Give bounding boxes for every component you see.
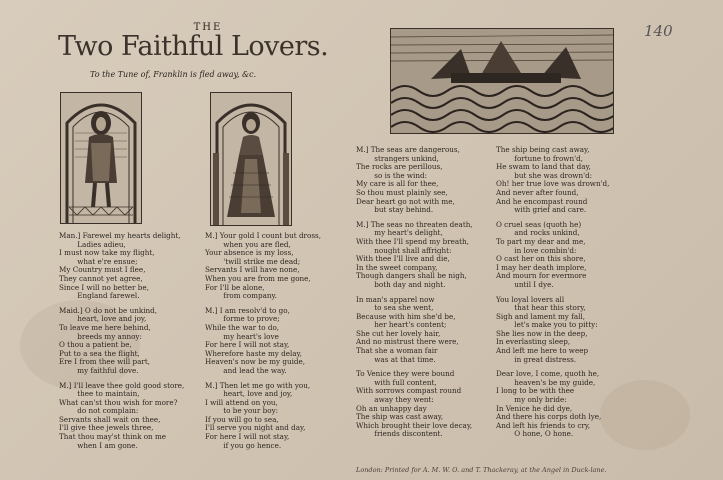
verse-line: M.] I'll leave thee gold good store, [59, 380, 185, 390]
verse-line: was at that time. [356, 354, 436, 364]
verse-line: M.] The seas no threaten death, [356, 219, 473, 229]
title-article: THE [193, 22, 223, 33]
verse-line: breeds my annoy: [59, 331, 142, 341]
verse-column-1 [59, 232, 184, 450]
verse-line: so is the wind: [356, 170, 428, 180]
verse-line: forme to prove; [205, 314, 280, 324]
verse-line: Wherefore haste my delay, [205, 348, 302, 358]
verse-line: Oh an unhappy day [356, 403, 427, 413]
verse-line: The rocks are perillous, [356, 162, 443, 172]
verse-line: with grief and care. [496, 205, 587, 215]
verse-line: Servants I will have none, [205, 265, 300, 275]
verse-line: The ship was cast away, [356, 412, 444, 422]
verse-line: I will attend on you, [205, 397, 278, 407]
verse-line: For here I will not stay, [205, 340, 290, 350]
verse-line: And left me here to weep [496, 346, 589, 356]
verse-line: That she a woman fair [356, 346, 438, 356]
verse-line: O hone, O hone. [496, 429, 574, 439]
lady-woodcut-art [211, 93, 291, 225]
tune-line: To the Tune of, Franklin is fled away, &c. [90, 70, 257, 79]
verse-line: Because with him she'd be, [356, 311, 456, 321]
verse-line: Dear love, I come, quoth he, [496, 369, 600, 379]
verse-line: I'll serve you night and day, [205, 423, 306, 433]
verse-line: M.] I am resolv'd to go, [205, 305, 290, 315]
verse-line: I long to be with thee [496, 386, 575, 396]
verse-line: Since I will no better be, [59, 282, 149, 292]
verse-line: 'twill strike me dead; [205, 256, 301, 266]
verse-line: Which brought their love decay, [356, 420, 473, 430]
verse-line: fortune to frown'd, [496, 153, 583, 163]
verse-line: O thou a patient be, [59, 340, 132, 350]
gentleman-woodcut-art [61, 93, 141, 223]
verse-line: In the sweet company, [356, 262, 438, 272]
verse-line: M.] Your gold I count but dross, [205, 231, 321, 240]
verse-line: strangers unkind, [356, 153, 439, 163]
verse-line: M.] The seas are dangerous, [356, 145, 460, 154]
verse-line: when you are fled, [205, 239, 291, 249]
folio-number: 140 [644, 22, 673, 40]
verse-line: What can'st thou wish for more? [59, 397, 178, 407]
verse-line: And mourn for evermore [496, 271, 587, 281]
verse-line: heaven's be my guide, [496, 377, 596, 387]
verse-line: And there his corps doth lye, [496, 412, 602, 422]
verse-line: from company. [205, 291, 277, 301]
verse-line: In everlasting sleep, [496, 337, 571, 347]
verse-line: O cruel seas (quoth he) [496, 219, 582, 229]
verse-line: That thou may'st think on me [59, 432, 167, 442]
verse-line: So thou must plainly see, [356, 187, 448, 197]
verse-line: Ere I from thee will part, [59, 357, 151, 367]
verse-line: She cut her lovely hair, [356, 328, 441, 338]
verse-line: and lead the way. [205, 365, 287, 375]
verse-line: With thee I'll live and die, [356, 254, 450, 264]
verse-line: what e're ensue; [59, 256, 138, 266]
verse-line: away they went: [356, 395, 434, 405]
verse-line: my only bride: [496, 395, 567, 405]
verse-line: He swam to land that day, [496, 162, 591, 172]
verse-line: For here I will not stay, [205, 432, 290, 442]
verse-column-4 [496, 146, 609, 439]
lady-woodcut [210, 92, 292, 226]
verse-line: In Venice he did dye, [496, 403, 573, 413]
verse-line: And never after found, [496, 187, 579, 197]
verse-line: I'll give thee jewels three, [59, 423, 154, 433]
verse-line: Servants shall wait on thee, [59, 414, 161, 424]
verse-line: thee to maintain, [59, 389, 140, 399]
verse-line: in great distress. [496, 354, 577, 364]
verse-line: England farewel. [59, 291, 140, 301]
ballad-title: Two Faithful Lovers. [58, 31, 329, 62]
verse-line: She lies now in the deep, [496, 328, 588, 338]
verse-line: To Venice they were bound [356, 369, 455, 379]
verse-line: They cannot yet agree, [59, 273, 143, 283]
verse-line: You loyal lovers all [496, 294, 565, 304]
verse-line: let's make you to pitty: [496, 320, 598, 330]
verse-line: and rocks unkind, [496, 228, 580, 238]
verse-column-3 [356, 146, 473, 439]
verse-line: And no mistrust there were, [356, 337, 459, 347]
ship-woodcut [390, 28, 614, 134]
verse-line: I may her death implore, [496, 262, 587, 272]
verse-line: Dear heart go not with me, [356, 196, 455, 206]
verse-line: If you will go to sea, [205, 414, 279, 424]
verse-line: that hear this story, [496, 303, 586, 313]
verse-line: In man's apparel now [356, 294, 435, 304]
verse-line: heart, love and joy, [205, 389, 293, 399]
verse-line: Heaven's now be my guide, [205, 357, 306, 367]
verse-line: For I'll be alone, [205, 282, 265, 292]
verse-line: do not complain: [59, 406, 139, 416]
verse-line: To part my dear and me, [496, 236, 586, 246]
verse-line: nought shall affright: [356, 245, 452, 255]
verse-line: Sigh and lament my fall, [496, 311, 585, 321]
paper-stain [600, 380, 690, 450]
verse-line: And he encompast round [496, 196, 588, 206]
verse-line: until I dye. [496, 279, 554, 289]
verse-line: my heart's love [205, 331, 279, 341]
verse-line: Though dangers shall be nigh, [356, 271, 467, 281]
verse-column-2 [205, 232, 321, 450]
verse-line: in love combin'd: [496, 245, 577, 255]
verse-line: my faithful dove. [59, 365, 139, 375]
verse-line: With thee I'll spend my breath, [356, 236, 469, 246]
verse-line: My Country must I flee, [59, 265, 146, 275]
verse-line: but she was drown'd: [496, 170, 593, 180]
verse-line: when I am gone. [59, 440, 138, 450]
verse-line: Oh! her true love was drown'd, [496, 179, 610, 189]
verse-line: Ladies adieu, [59, 239, 126, 249]
verse-line: My care is all for thee, [356, 179, 439, 189]
verse-line: her heart's content; [356, 320, 447, 330]
verse-line: When you are from me gone, [205, 273, 311, 283]
verse-line: M.] Then let me go with you, [205, 380, 311, 390]
ship-woodcut-art [391, 29, 613, 133]
verse-line: With sorrows compast round [356, 386, 462, 396]
verse-line: The ship being cast away, [496, 145, 590, 154]
verse-line: I must now take my flight, [59, 248, 155, 258]
verse-line: my heart's delight, [356, 228, 443, 238]
verse-line: While the war to do, [205, 322, 280, 332]
verse-line: but stay behind. [356, 205, 434, 215]
verse-line: friends discontent. [356, 429, 443, 439]
verse-line: to be your boy: [205, 406, 279, 416]
verse-line: Your absence is my loss, [205, 248, 294, 258]
verse-line: if you go hence. [205, 440, 282, 450]
verse-line: both day and night. [356, 279, 446, 289]
verse-line: O cast her on this shore, [496, 254, 586, 264]
printer-imprint: London: Printed for A. M. W. O. and T. Thackeray, at the Angel in Duck-lane. [356, 466, 607, 474]
verse-line: Maid.] O do not be unkind, [59, 305, 158, 315]
verse-line: To leave me here behind, [59, 322, 151, 332]
verse-line: Man.] Farewel my hearts delight, [59, 231, 181, 240]
verse-line: Put to a sea the flight, [59, 348, 140, 358]
verse-line: with full content, [356, 377, 437, 387]
verse-line: heart, love and joy, [59, 314, 147, 324]
verse-line: And left his friends to cry, [496, 420, 591, 430]
gentleman-woodcut [60, 92, 142, 224]
verse-line: to sea she went, [356, 303, 434, 313]
